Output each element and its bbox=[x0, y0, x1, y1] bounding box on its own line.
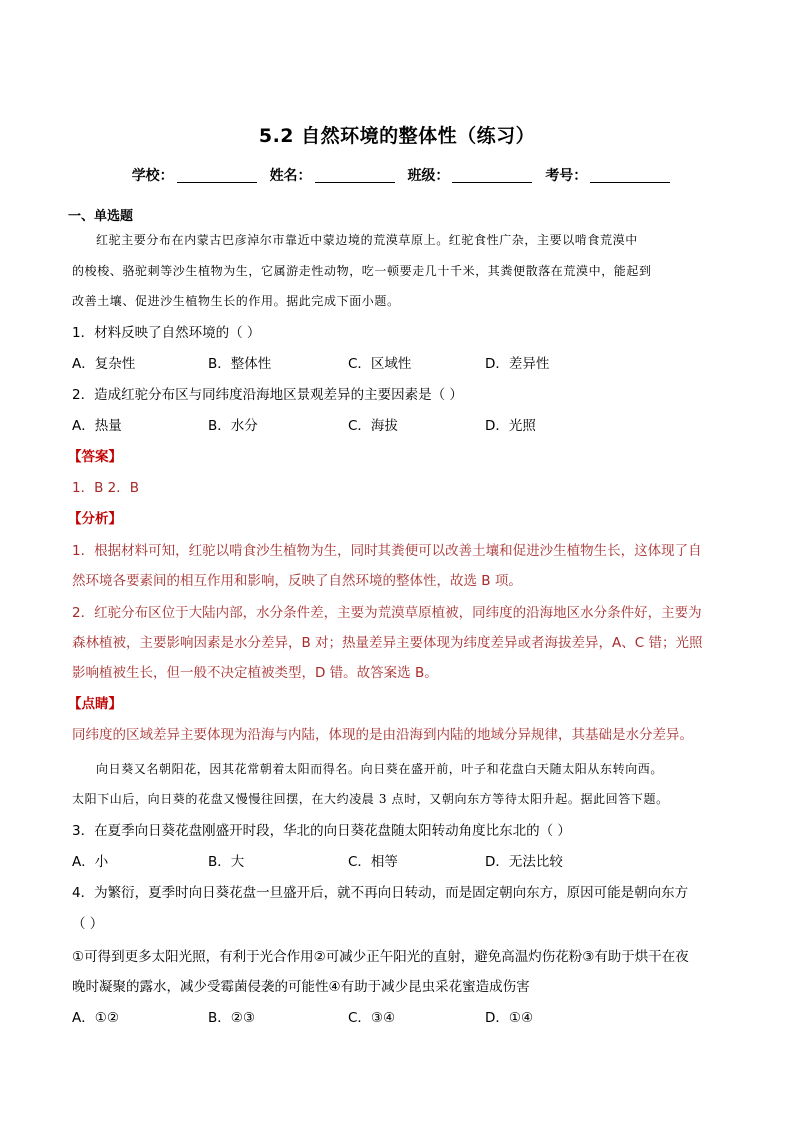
class-blank[interactable] bbox=[452, 168, 532, 183]
question-3-option-b[interactable]: B．大 bbox=[208, 854, 245, 870]
material1-line-1: 红驼主要分布在内蒙古巴彦淖尔市靠近中蒙边境的荒漠草原上。红驼食性广杂，主要以啃食荒漠中 bbox=[96, 233, 638, 247]
material1-line-2: 的梭梭、骆驼刺等沙生植物为生，它属游走性动物，吃一顿要走几十千米，其粪便散落在荒漠中，能起到 bbox=[72, 264, 652, 278]
material1-line-3: 改善土壤、促进沙生植物生长的作用。据此完成下面小题。 bbox=[72, 294, 400, 308]
dianjing-label: 【点睛】 bbox=[68, 696, 122, 712]
name-blank[interactable] bbox=[315, 168, 395, 183]
material2-line-2: 太阳下山后，向日葵的花盘又慢慢往回摆，在大约凌晨 3 点时，又朝向东方等待太阳升起。据此回答下题。 bbox=[72, 792, 669, 806]
class-label: 班级： bbox=[407, 168, 450, 184]
question-2-stem: 2．造成红驼分布区与同纬度沿海地区景观差异的主要因素是（ ） bbox=[72, 387, 463, 403]
question-3-option-c[interactable]: C．相等 bbox=[348, 854, 398, 870]
question-2-option-b[interactable]: B．水分 bbox=[208, 418, 258, 434]
dianjing-text: 同纬度的区域差异主要体现为沿海与内陆，体现的是由沿海到内陆的地域分异规律，其基础是水分差异。 bbox=[72, 727, 693, 743]
name-label: 姓名： bbox=[269, 168, 312, 184]
analysis-line-4: 森林植被，主要影响因素是水分差异，B 对；热量差异主要体现为纬度差异或者海拔差异，A、C 错；光照 bbox=[72, 635, 703, 651]
answer-label: 【答案】 bbox=[68, 449, 122, 465]
question-2-option-d[interactable]: D．光照 bbox=[485, 418, 536, 434]
student-info-line bbox=[0, 165, 794, 185]
answer-text: 1．B 2．B bbox=[72, 480, 139, 496]
question-3-stem: 3．在夏季向日葵花盘刚盛开时段，华北的向日葵花盘随太阳转动角度比东北的（ ） bbox=[72, 823, 571, 839]
question-4-statements-line-2: 晚时凝聚的露水，减少受霉菌侵袭的可能性④有助于减少昆虫采花蜜造成伤害 bbox=[72, 979, 530, 995]
question-4-statements-line-1: ①可得到更多太阳光照，有利于光合作用②可减少正午阳光的直射，避免高温灼伤花粉③有助于烘干在夜 bbox=[72, 949, 689, 965]
exam-number-label: 考号： bbox=[545, 168, 588, 184]
question-1-stem: 1．材料反映了自然环境的（ ） bbox=[72, 325, 261, 341]
analysis-line-5: 影响植被生长，但一般不决定植被类型，D 错。故答案选 B。 bbox=[72, 665, 438, 681]
question-2-option-c[interactable]: C．海拔 bbox=[348, 418, 398, 434]
analysis-line-2: 然环境各要素间的相互作用和影响，反映了自然环境的整体性，故选 B 项。 bbox=[72, 573, 522, 589]
material2-line-1: 向日葵又名朝阳花，因其花常朝着太阳而得名。向日葵在盛开前，叶子和花盘白天随太阳从东转向西。 bbox=[96, 762, 664, 776]
school-blank[interactable] bbox=[177, 168, 257, 183]
question-4-option-d[interactable]: D．①④ bbox=[485, 1010, 534, 1026]
question-3-option-a[interactable]: A．小 bbox=[72, 854, 109, 870]
question-4-stem-line-2: （ ） bbox=[72, 916, 104, 932]
section-heading: 一、单选题 bbox=[68, 209, 134, 224]
question-4-option-b[interactable]: B．②③ bbox=[208, 1010, 255, 1026]
question-1-option-b[interactable]: B．整体性 bbox=[208, 356, 272, 372]
exam-number-blank[interactable] bbox=[590, 168, 670, 183]
school-label: 学校： bbox=[131, 168, 174, 184]
question-4-stem-line-1: 4．为繁衍，夏季时向日葵花盘一旦盛开后，就不再向日转动，而是固定朝向东方，原因可能是朝向东方 bbox=[72, 885, 689, 901]
question-3-option-d[interactable]: D．无法比较 bbox=[485, 854, 563, 870]
analysis-line-3: 2．红驼分布区位于大陆内部，水分条件差，主要为荒漠草原植被，同纬度的沿海地区水分条件好，主要为 bbox=[72, 605, 702, 621]
page-title: 5.2 自然环境的整体性（练习） bbox=[258, 125, 536, 147]
analysis-label: 【分析】 bbox=[68, 511, 122, 527]
question-4-option-c[interactable]: C．③④ bbox=[348, 1010, 396, 1026]
question-1-option-c[interactable]: C．区域性 bbox=[348, 356, 412, 372]
question-2-option-a[interactable]: A．热量 bbox=[72, 418, 122, 434]
analysis-line-1: 1．根据材料可知，红驼以啃食沙生植物为生，同时其粪便可以改善土壤和促进沙生植物生长，这体现了自 bbox=[72, 543, 702, 559]
question-1-option-a[interactable]: A．复杂性 bbox=[72, 356, 136, 372]
question-4-option-a[interactable]: A．①② bbox=[72, 1010, 119, 1026]
question-1-option-d[interactable]: D．差异性 bbox=[485, 356, 550, 372]
